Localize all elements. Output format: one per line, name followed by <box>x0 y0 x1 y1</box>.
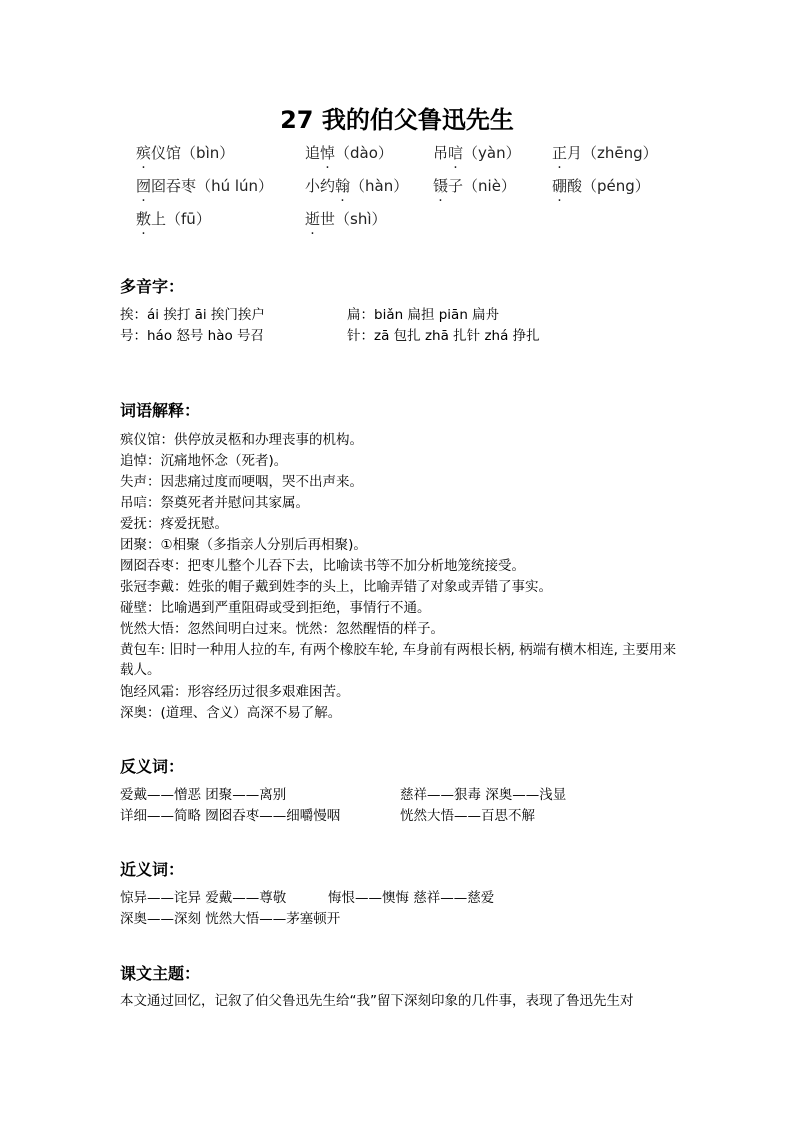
vocab-word: 逝世 <box>305 210 336 228</box>
vocab-pinyin: （shì） <box>335 210 387 228</box>
polyphone-line-2a: 号：háo 怒号 hào 号召 <box>120 328 265 344</box>
vocab-item <box>305 208 387 229</box>
vocab-pinyin: （bìn） <box>181 144 235 162</box>
vocab-item <box>305 142 393 163</box>
vocab-pinyin: （fū） <box>166 210 211 228</box>
synonyms-heading: 近义词： <box>120 860 185 879</box>
vocab-item <box>433 175 516 196</box>
theme-heading: 课文主题： <box>120 964 201 983</box>
glossary-item: 吊唁：祭奠死者并慰问其家属。 <box>120 495 309 511</box>
vocab-word: 敷上 <box>136 210 167 228</box>
antonyms-line-1a: 爱戴——憎恶 团聚——离别 <box>120 787 287 803</box>
glossary-item: 团聚：①相聚（多指亲人分别后再相聚)。 <box>120 537 367 553</box>
vocab-item <box>433 142 521 163</box>
polyphone-heading: 多音字： <box>120 277 185 296</box>
glossary-item: 爱抚：疼爱抚慰。 <box>120 516 228 532</box>
vocab-word: 正月 <box>552 144 583 162</box>
vocab-item <box>136 175 273 196</box>
vocab-item <box>552 175 650 196</box>
vocab-pinyin: （yàn） <box>463 144 521 162</box>
page-title: 27 我的伯父鲁迅先生 <box>280 106 514 134</box>
polyphone-line-1b: 扁：biǎn 扁担 piān 扁舟 <box>347 307 500 323</box>
glossary-item: 深奥：(道理、含义）高深不易了解。 <box>120 705 342 721</box>
glossary-item: 殡仪馆：供停放灵柩和办理丧事的机构。 <box>120 432 363 448</box>
glossary-item: 碰壁：比喻遇到严重阻碍或受到拒绝，事情行不通。 <box>120 600 431 616</box>
vocab-word: 追悼 <box>305 144 336 162</box>
vocab-item <box>305 175 408 196</box>
polyphone-line-1a: 挨：ái 挨打 āi 挨门挨户 <box>120 307 265 323</box>
vocab-item <box>136 142 234 163</box>
vocab-word: 囫囵吞枣 <box>136 177 197 195</box>
glossary-item: 饱经风霜：形容经历过很多艰难困苦。 <box>120 684 350 700</box>
antonyms-line-1b: 慈祥——狠毒 深奥——浅显 <box>400 787 567 803</box>
vocab-word: 殡仪馆 <box>136 144 182 162</box>
glossary-item: 黄包车: 旧时一种用人拉的车, 有两个橡胶车轮, 车身前有两根长柄, 柄端有横木相连, 主要用来载人。 <box>120 642 677 678</box>
vocab-pinyin: （péng） <box>582 177 650 195</box>
antonyms-line-2a: 详细——简略 囫囵吞枣——细嚼慢咽 <box>120 808 341 824</box>
glossary-item: 恍然大悟：忽然间明白过来。恍然：忽然醒悟的样子。 <box>120 621 444 637</box>
vocab-pinyin: （hàn） <box>350 177 409 195</box>
polyphone-line-2b: 针：zā 包扎 zhā 扎针 zhá 挣扎 <box>347 328 540 344</box>
vocab-item <box>136 208 211 229</box>
vocab-item <box>552 142 658 163</box>
vocab-word: 吊唁 <box>433 144 464 162</box>
glossary-item: 失声：因悲痛过度而哽咽，哭不出声来。 <box>120 474 363 490</box>
glossary-item: 囫囵吞枣：把枣儿整个儿吞下去，比喻读书等不加分析地笼统接受。 <box>120 558 525 574</box>
synonyms-line-1b: 悔恨——懊悔 慈祥——慈爱 <box>328 890 495 906</box>
vocab-pinyin: （dào） <box>335 144 393 162</box>
antonyms-line-2b: 恍然大悟——百思不解 <box>400 808 535 824</box>
glossary-item: 张冠李戴：姓张的帽子戴到姓李的头上，比喻弄错了对象或弄错了事实。 <box>120 579 552 595</box>
vocab-pinyin: （zhēng） <box>582 144 658 162</box>
vocab-word: 小约翰 <box>305 177 351 195</box>
vocab-pinyin: （hú lún） <box>196 177 274 195</box>
synonyms-line-1a: 惊异——诧异 爱戴——尊敬 <box>120 890 287 906</box>
theme-text: 本文通过回忆，记叙了伯父鲁迅先生给“我”留下深刻印象的几件事，表现了鲁迅先生对 <box>120 993 634 1009</box>
antonyms-heading: 反义词： <box>120 757 185 776</box>
synonyms-line-2a: 深奥——深刻 恍然大悟——茅塞顿开 <box>120 911 341 927</box>
glossary-heading: 词语解释： <box>120 401 201 420</box>
glossary-item: 追悼：沉痛地怀念（死者)。 <box>120 453 288 469</box>
vocab-word: 镊子 <box>433 177 464 195</box>
vocab-pinyin: （niè） <box>463 177 516 195</box>
vocab-word: 硼酸 <box>552 177 583 195</box>
